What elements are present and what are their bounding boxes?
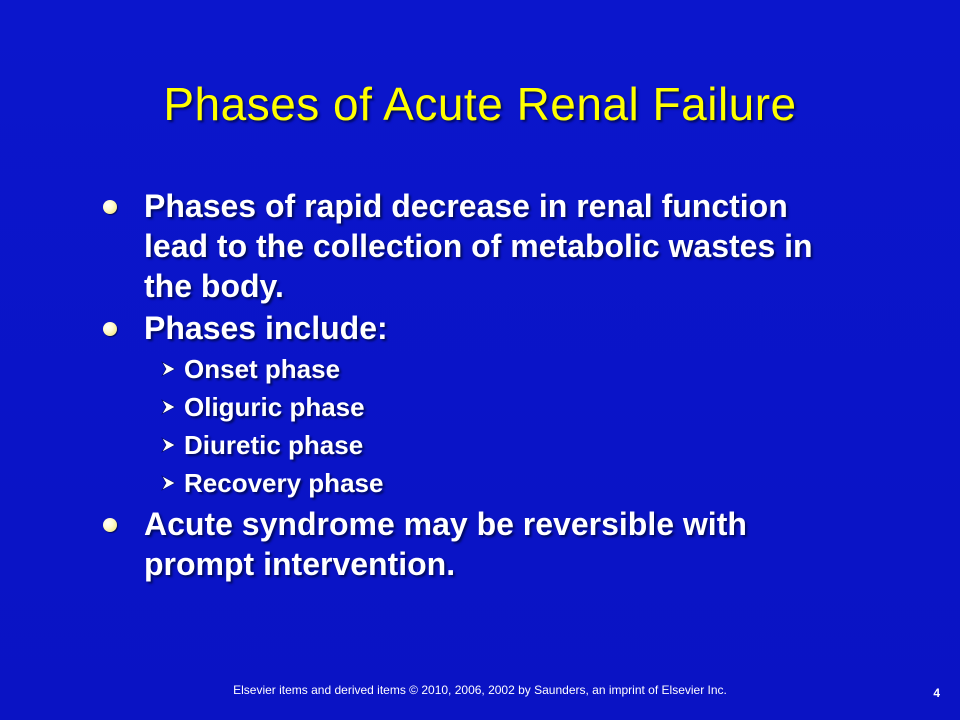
sub-bullet-item (100, 464, 860, 502)
sub-bullet-text: Diuretic phase (184, 430, 364, 460)
round-dot-bullet-icon (103, 200, 117, 214)
arrowhead-bullet-icon (160, 361, 176, 377)
bullet-text: Acute syndrome may be reversible with prompt intervention. (144, 506, 747, 582)
sub-bullet-item (100, 426, 860, 464)
bullet-item (100, 504, 834, 584)
copyright-footer: Elsevier items and derived items © 2010, 2006, 2002 by Saunders, an imprint of Elsevier Inc. (233, 683, 727, 697)
bullet-text: Phases include: (144, 310, 388, 346)
arrowhead-bullet-icon (160, 475, 176, 491)
bullet-item (100, 308, 860, 348)
bullet-text: Phases of rapid decrease in renal function lead to the collection of metabolic wastes in the body. (144, 188, 813, 304)
sub-bullet-item (100, 350, 860, 388)
sub-bullet-text: Oliguric phase (184, 392, 365, 422)
round-dot-bullet-icon (103, 322, 117, 336)
bullet-item (100, 186, 854, 306)
sub-bullet-list (100, 350, 860, 502)
sub-bullet-text: Onset phase (184, 354, 341, 384)
arrowhead-bullet-icon (160, 399, 176, 415)
arrowhead-bullet-icon (160, 437, 176, 453)
sub-bullet-item (100, 388, 860, 426)
page-number: 4 (933, 686, 940, 700)
slide-title: Phases of Acute Renal Failure (163, 78, 797, 130)
slide-body (100, 186, 860, 584)
round-dot-bullet-icon (103, 518, 117, 532)
sub-bullet-text: Recovery phase (184, 468, 384, 498)
